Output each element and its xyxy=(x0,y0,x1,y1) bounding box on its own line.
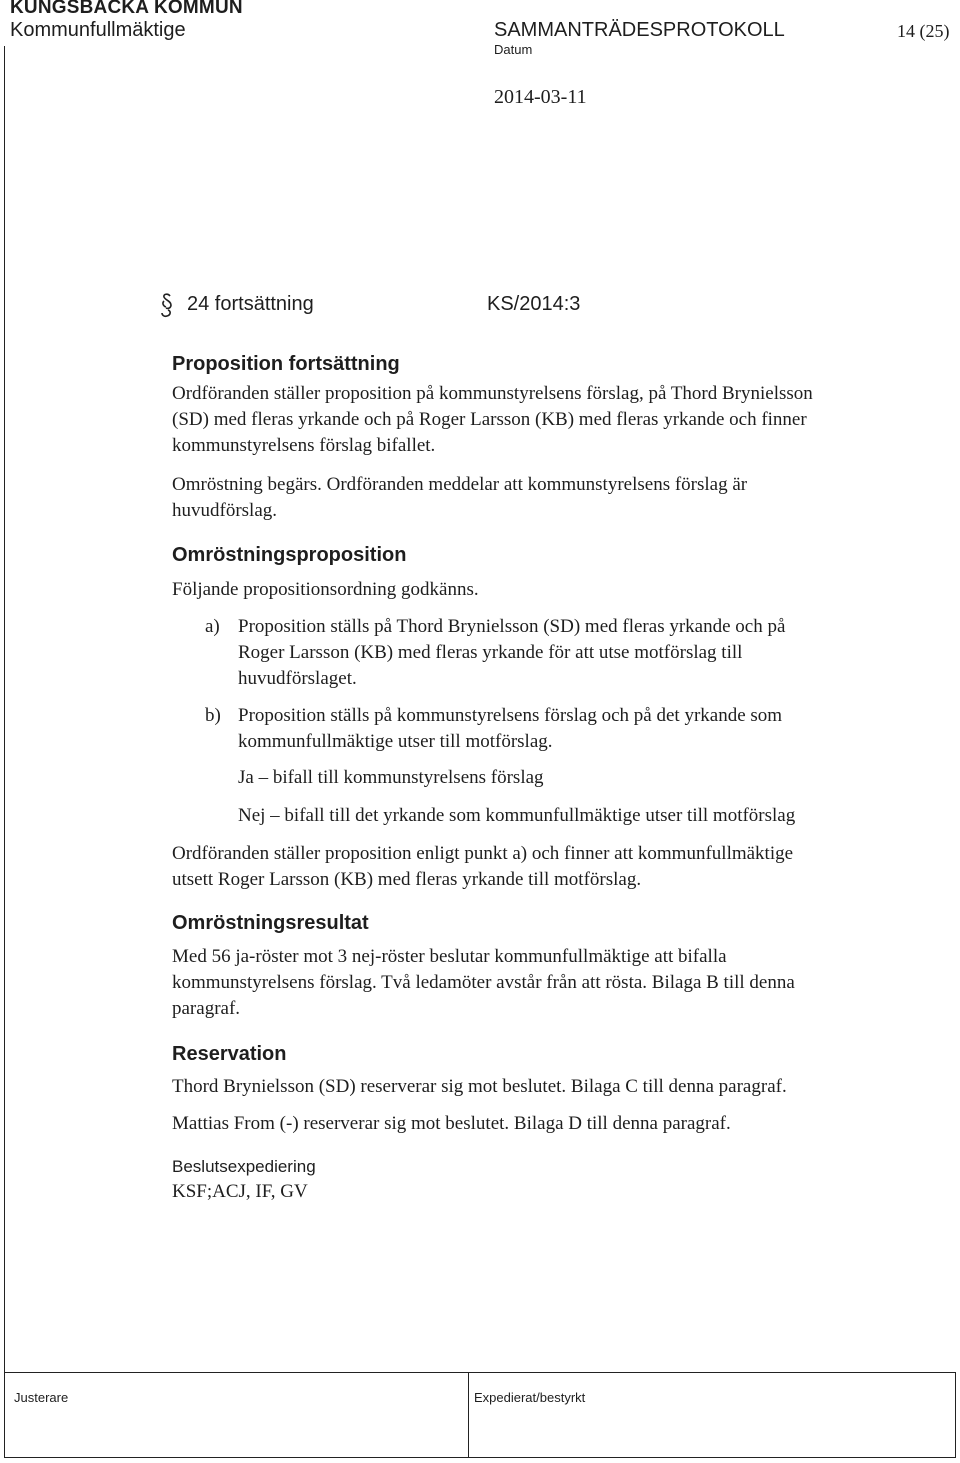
text-line: kommunstyrelsens förslag bifallet. xyxy=(172,435,436,456)
footer-initials-label: Justerare xyxy=(14,1390,69,1405)
text-line: kommunstyrelsens förslag. Två ledamöter avstår från att rösta. Bilaga B till denna xyxy=(172,972,795,993)
text-line: Proposition ställs på kommunstyrelsens förslag och på det yrkande som xyxy=(238,705,783,726)
page-number: 14 (25) xyxy=(897,21,950,41)
footer-certified-label: Expedierat/bestyrkt xyxy=(474,1390,586,1405)
footer-bottom-line xyxy=(4,1457,956,1458)
text-line: Proposition ställs på Thord Brynielsson (SD) med fleras yrkande och på xyxy=(238,616,786,637)
section-sign-icon xyxy=(160,292,174,323)
list-marker: a) xyxy=(205,616,220,637)
footer-top-line xyxy=(4,1372,956,1373)
vote-proposition-heading: Omröstningsproposition xyxy=(172,544,407,566)
list-item-b xyxy=(205,703,905,757)
date-label: Datum xyxy=(494,42,533,57)
vote-result-text xyxy=(172,944,932,1022)
text-line: Ordföranden ställer proposition enligt punkt a) och finner att kommunfullmäktige xyxy=(172,843,794,864)
text-line: Med 56 ja-röster mot 3 nej-röster beslutar kommunfullmäktige att bifalla xyxy=(172,946,727,967)
text-line: Ordföranden ställer proposition på kommunstyrelsens förslag, på Thord Brynielsson xyxy=(172,383,813,404)
proposition-heading: Proposition fortsättning xyxy=(172,353,400,375)
dispatch-heading: Beslutsexpediering xyxy=(172,1157,316,1176)
reservation-heading: Reservation xyxy=(172,1043,287,1065)
list-marker: b) xyxy=(205,705,221,726)
dispatch-recipients: KSF;ACJ, IF, GV xyxy=(172,1181,308,1202)
reservation-2: Mattias From (-) reserverar sig mot beslutet. Bilaga D till denna paragraf. xyxy=(172,1113,731,1134)
text-line: Roger Larsson (KB) med fleras yrkande för att utse motförslag till xyxy=(238,642,743,663)
vote-request-text xyxy=(172,472,932,524)
vote-proposition-text: Följande propositionsordning godkänns. xyxy=(172,579,479,600)
text-line: Omröstning begärs. Ordföranden meddelar att kommunstyrelsens förslag är xyxy=(172,474,748,495)
list-item-a xyxy=(205,614,905,694)
paragraph-title: 24 fortsättning xyxy=(187,293,314,315)
document-type: SAMMANTRÄDESPROTOKOLL xyxy=(494,19,785,41)
text-line: utsett Roger Larsson (KB) med fleras yrkande till motförslag. xyxy=(172,869,642,890)
footer-divider-line xyxy=(468,1372,469,1458)
yes-option: Ja – bifall till kommunstyrelsens förslag xyxy=(238,767,544,788)
outcome-text xyxy=(172,841,932,893)
text-line: kommunfullmäktige utser till motförslag. xyxy=(238,731,553,752)
text-line: paragraf. xyxy=(172,998,241,1019)
no-option: Nej – bifall till det yrkande som kommunfullmäktige utser till motförslag xyxy=(238,805,796,826)
reservation-1: Thord Brynielsson (SD) reserverar sig mot beslutet. Bilaga C till denna paragraf. xyxy=(172,1076,787,1097)
text-line: huvudförslag. xyxy=(172,500,278,521)
text-line: (SD) med fleras yrkande och på Roger Larsson (KB) med fleras yrkande och finner xyxy=(172,409,807,430)
text-line: huvudförslaget. xyxy=(238,668,357,689)
left-margin-line xyxy=(4,46,5,1458)
date-value: 2014-03-11 xyxy=(494,86,587,108)
right-margin-line xyxy=(955,1372,956,1458)
organization-name: KUNGSBACKA KOMMUN xyxy=(10,0,243,18)
committee-name: Kommunfullmäktige xyxy=(10,19,186,41)
vote-result-heading: Omröstningsresultat xyxy=(172,912,369,934)
proposition-text xyxy=(172,381,932,459)
case-reference: KS/2014:3 xyxy=(487,293,581,315)
